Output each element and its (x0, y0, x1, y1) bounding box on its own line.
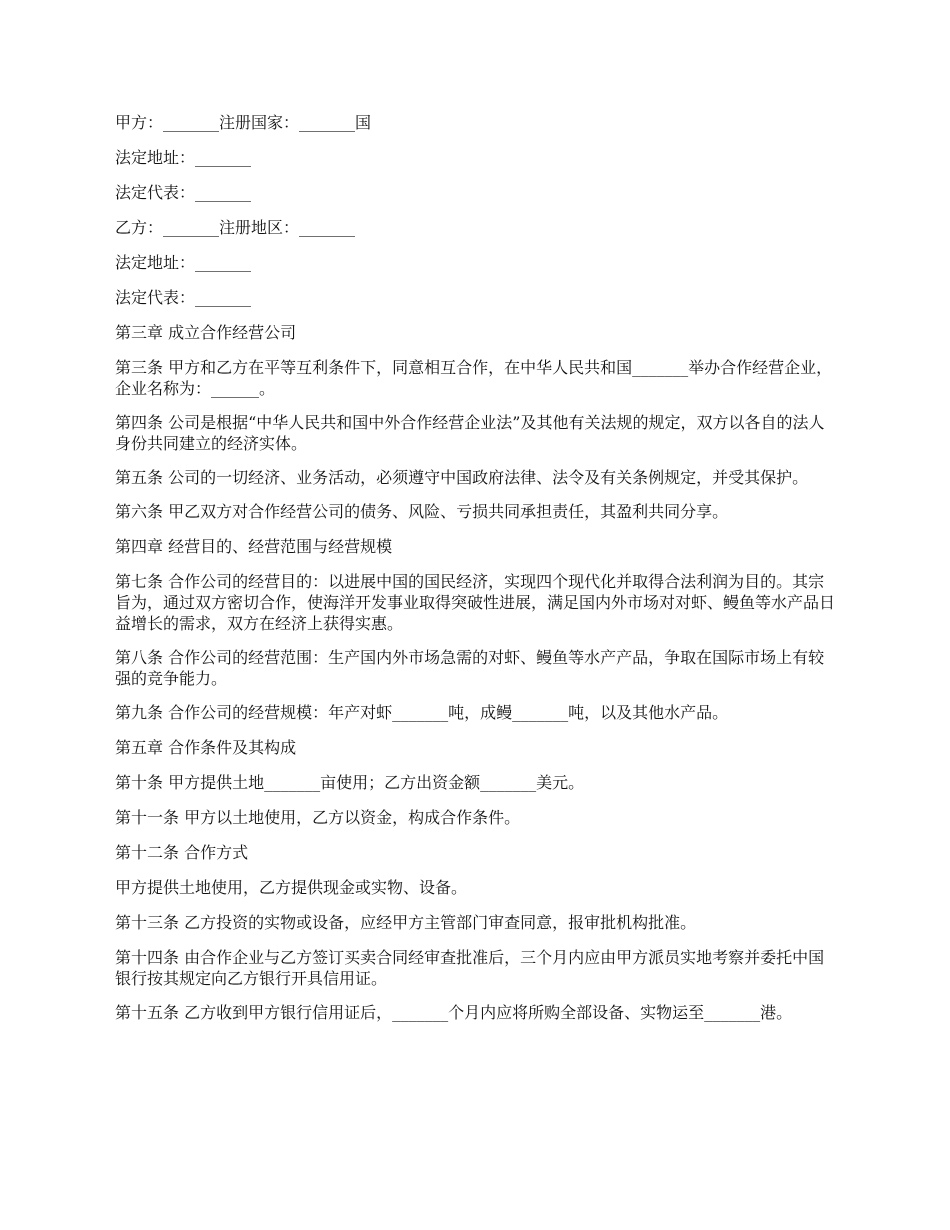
article-paragraph: 第四条 公司是根据“中华人民共和国中外合作经营企业法”及其他有关法规的规定，双方以各自的法人身份共同建立的经济实体。 (115, 413, 825, 453)
article-paragraph: 甲方提供土地使用，乙方提供现金或实物、设备。 (115, 878, 468, 897)
party-b-representative: 法定代表：_______ (115, 288, 252, 307)
article-paragraph: 第十五条 乙方收到甲方银行信用证后，_______个月内应将所购全部设备、实物运至_______港。 (115, 1003, 793, 1022)
chapter-heading: 第三章 成立合作经营公司 (115, 323, 297, 342)
article-paragraph: 第十条 甲方提供土地_______亩使用；乙方出资金额_______美元。 (115, 773, 585, 792)
article-paragraph: 第八条 合作公司的经营范围：生产国内外市场急需的对虾、鳗鱼等水产产品，争取在国际市场上有较强的竞争能力。 (115, 648, 825, 688)
article-paragraph: 第十一条 甲方以土地使用，乙方以资金，构成合作条件。 (115, 808, 521, 827)
party-a-address: 法定地址：_______ (115, 148, 252, 167)
document-body (115, 112, 835, 1036)
article-paragraph: 第五条 公司的一切经济、业务活动，必须遵守中国政府法律、法令及有关条例规定，并受其保护。 (115, 468, 809, 487)
article-paragraph: 第九条 合作公司的经营规模：年产对虾_______吨，成鳗_______吨，以及其他水产品。 (115, 703, 729, 722)
article-paragraph: 第十四条 由合作企业与乙方签订买卖合同经审查批准后，三个月内应由甲方派员实地考察并委托中国银行按其规定向乙方银行开具信用证。 (115, 948, 825, 988)
chapter-heading: 第四章 经营目的、经营范围与经营规模 (115, 537, 393, 556)
party-b-address: 法定地址：_______ (115, 253, 252, 272)
chapter-heading: 第五章 合作条件及其构成 (115, 738, 297, 757)
party-b-line: 乙方：_______注册地区：_______ (115, 218, 356, 237)
article-heading: 第十二条 合作方式 (115, 843, 249, 862)
article-paragraph: 第十三条 乙方投资的实物或设备，应经甲方主管部门审查同意，报审批机构批准。 (115, 913, 697, 932)
article-paragraph: 第七条 合作公司的经营目的：以进展中国的国民经济，实现四个现代化并取得合法利润为目的。其宗旨为，通过双方密切合作，使海洋开发事业取得突破性进展，满足国内外市场对对虾、鳗鱼等水产品日益增长的需求，双方在经济上获得实惠。 (115, 572, 836, 633)
party-a-line: 甲方：_______注册国家：_______国 (115, 113, 372, 132)
article-paragraph: 第三条 甲方和乙方在平等互利条件下，同意相互合作，在中华人民共和国_______举办合作经营企业，企业名称为：______。 (115, 358, 833, 398)
article-paragraph: 第六条 甲乙双方对合作经营公司的债务、风险、亏损共同承担责任，其盈利共同分享。 (115, 502, 729, 521)
party-a-representative: 法定代表：_______ (115, 183, 252, 202)
